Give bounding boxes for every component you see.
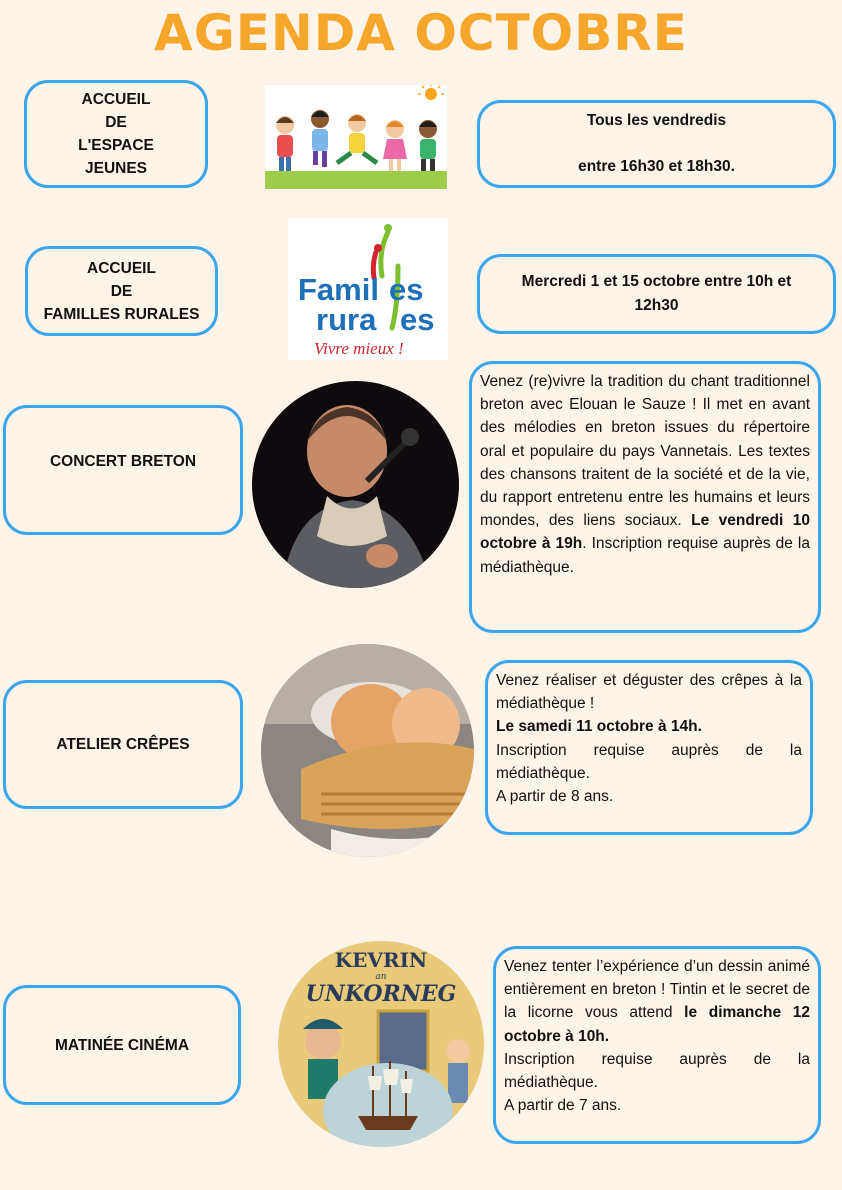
label-text: CONCERT BRETON xyxy=(49,453,197,470)
event-description-matinee-cinema xyxy=(493,946,821,1144)
event-label-espace-jeunes xyxy=(24,80,208,188)
desc-text: Venez (re)vivre la tradition du chant traditionnel breton avec Elouan le Sauze ! Il met en avant des mélodies en breton issues du répertoire oral et populaire du pays Vannetais. Les textes des chansons traitent de la société et de la vie, du rapport entretenu entre les humains et leurs mondes, des liens sociaux. xyxy=(480,373,810,530)
singer-photo-icon xyxy=(252,381,459,588)
label-line: DE xyxy=(105,114,127,131)
event-info-espace-jeunes xyxy=(477,100,836,188)
desc-date: Le vendredi 10 octobre à 19h xyxy=(480,512,811,553)
desc-text: Inscription requise auprès de la médiathèque. xyxy=(496,741,802,782)
logo-line1b: es xyxy=(389,272,424,307)
label-line: FAMILLES RURALES xyxy=(43,305,200,323)
label-line: DE xyxy=(110,282,133,300)
label-line: ACCUEIL xyxy=(81,91,151,108)
info-line: Tous les vendredis xyxy=(586,112,727,129)
poster-title1: KEVRIN xyxy=(334,948,428,972)
event-label-familles-rurales xyxy=(25,246,218,336)
label-line: L'ESPACE xyxy=(78,137,154,154)
logo-line2b: es xyxy=(400,302,435,337)
desc-text: Venez tenter l’expérience d’un dessin animé entièrement en breton ! Tintin et le secret de la licorne vous attend xyxy=(504,958,810,1022)
desc-date-a: l xyxy=(684,1004,689,1022)
event-description-atelier-crepes xyxy=(485,660,813,835)
desc-date-b: e dimanche 12 octobre à 10h. xyxy=(504,1004,810,1045)
desc-text: A partir de 8 ans. xyxy=(496,788,614,806)
poster-title-small: an xyxy=(375,972,387,982)
event-info-familles-rurales xyxy=(477,254,836,334)
info-line: entre 16h30 et 18h30. xyxy=(578,158,735,175)
label-text: MATINÉE CINÉMA xyxy=(54,1036,190,1054)
event-label-concert-breton xyxy=(3,405,243,535)
info-line: Mercredi 1 et 15 octobre entre 10h et xyxy=(521,273,792,290)
desc-text: A partir de 7 ans. xyxy=(504,1097,622,1115)
desc-text: . Inscription requise auprès de la médiathèque. xyxy=(480,535,810,576)
logo-tagline: Vivre mieux ! xyxy=(314,339,404,358)
desc-text: Venez réaliser et déguster des crêpes à la médiathèque ! xyxy=(496,672,802,713)
event-label-atelier-crepes xyxy=(3,680,243,809)
label-line: ACCUEIL xyxy=(87,259,156,277)
event-label-matinee-cinema xyxy=(3,985,241,1105)
event-description-concert-breton xyxy=(469,361,821,633)
crepes-photo-icon xyxy=(261,644,474,857)
info-line: 12h30 xyxy=(634,297,679,314)
poster-title2: UNKORNEG xyxy=(305,981,457,1007)
kids-illustration-icon xyxy=(265,85,447,189)
label-text: ATELIER CRÊPES xyxy=(56,736,190,753)
logo-line1: Famil xyxy=(298,272,379,307)
page-title: AGENDA OCTOBRE xyxy=(154,4,688,62)
logo-line2: rura xyxy=(316,302,377,337)
label-line: JEUNES xyxy=(84,160,148,177)
desc-date: Le samedi 11 octobre à 14h. xyxy=(496,718,702,736)
desc-text: Inscription requise auprès de la médiathèque. xyxy=(504,1050,810,1092)
familles-rurales-logo xyxy=(288,218,448,360)
tintin-poster-icon xyxy=(278,941,484,1147)
